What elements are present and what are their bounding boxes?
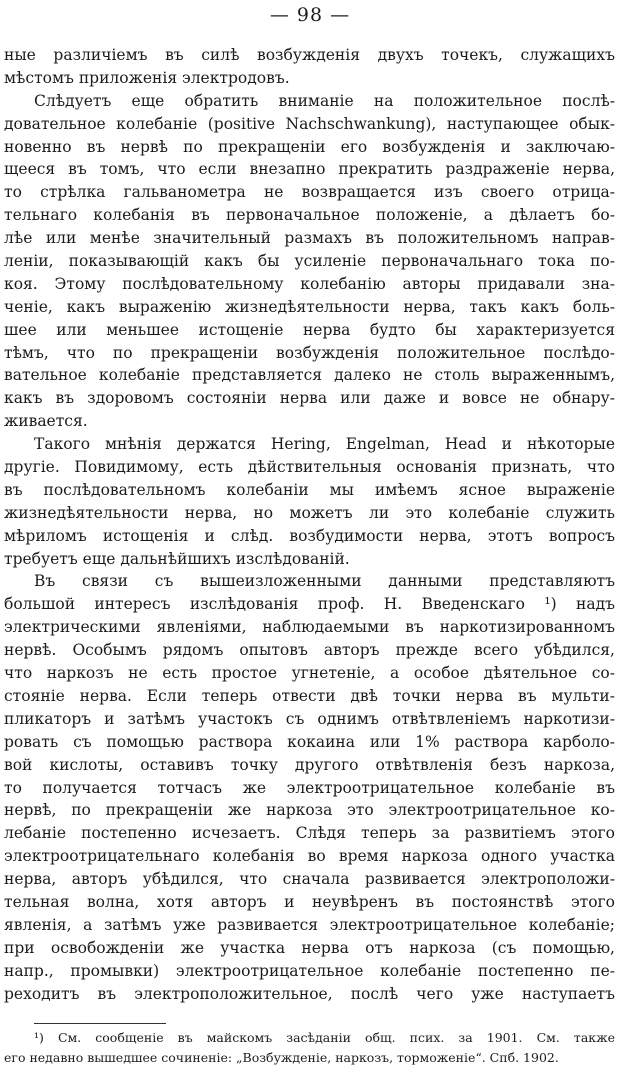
- text-line: вой кислоты, оставивъ точку другого отвѣтвленія безъ наркоза,: [4, 755, 615, 774]
- text-line: нервѣ, по прекращеніи же наркоза это электроотрицательное ко-: [4, 801, 615, 820]
- text-line: лѣе или менѣе значительный размахъ въ положительномъ направ-: [4, 229, 615, 248]
- text-line: Слѣдуетъ еще обратить вниманіе на положительное послѣ-: [34, 91, 615, 110]
- text-line: нерва, авторъ убѣдился, что сначала развивается электроположи-: [4, 870, 615, 889]
- body-text: [4, 44, 615, 1005]
- page-number: — 98 —: [269, 4, 351, 26]
- text-line: жизнедѣятельности нерва, но можетъ ли это колебаніе служить: [4, 503, 615, 522]
- footnote-line: его недавно вышедшее сочиненіе: „Возбужденіе, наркозъ, торможеніе“. Спб. 1902.: [4, 1050, 559, 1065]
- text-line: электроотрицательнаго колебанія во время наркоза одного участка: [4, 847, 615, 866]
- text-line: въ послѣдовательномъ колебаніи мы имѣемъ ясное выраженіе: [4, 480, 615, 499]
- text-line: реходитъ въ электроположительное, послѣ чего уже наступаетъ: [4, 984, 615, 1003]
- paragraph-3: [4, 433, 615, 570]
- text-line: лебаніе постепенно исчезаетъ. Слѣдя теперь за развитіемъ этого: [4, 824, 615, 843]
- footnote-line: ¹) См. сообщеніе въ майскомъ засѣданіи общ. псих. за 1901. См. также: [34, 1030, 615, 1045]
- text-line: Въ связи съ вышеизложенными данными представляютъ: [34, 572, 615, 591]
- text-line: электрическими явленіями, наблюдаемыми въ наркотизированномъ: [4, 618, 615, 637]
- text-line: что наркозъ не есть простое угнетеніе, а особое дѣятельное со-: [4, 664, 615, 683]
- text-line: щееся въ томъ, что если внезапно прекратить раздраженіе нерва,: [4, 160, 615, 179]
- text-line: при освобожденіи же участка нерва отъ наркоза (съ помощью,: [4, 938, 615, 957]
- text-line: напр., промывки) электроотрицательное колебаніе постепенно пе-: [4, 961, 615, 980]
- text-line: то стрѣлка гальванометра не возвращается изъ своего отрица-: [4, 183, 615, 202]
- text-line: Такого мнѣнія держатся Hering, Engelman, Head и нѣкоторые: [34, 435, 615, 454]
- text-line: леніи, показывающій какъ бы усиленіе первоначальнаго тока по-: [4, 252, 615, 271]
- text-line: мѣстомъ приложенія электродовъ.: [4, 68, 290, 87]
- text-line: коя. Этому послѣдовательному колебанію авторы придавали зна-: [4, 274, 615, 293]
- text-line: требуетъ еще дальнѣйшихъ изслѣдованій.: [4, 549, 350, 568]
- text-line: какъ въ здоровомъ состояніи нерва или даже и вовсе не обнару-: [4, 389, 615, 408]
- footnote-divider: [34, 1023, 166, 1024]
- text-line: явленія, а затѣмъ уже развивается электроотрицательное колебаніе;: [4, 915, 615, 934]
- text-line: ровать съ помощью раствора кокаина или 1% раствора карболо-: [4, 732, 615, 751]
- text-line: тѣмъ, что по прекращеніи возбужденія положительное послѣдо-: [4, 343, 615, 362]
- text-line: живается.: [4, 412, 88, 431]
- text-line: тельнаго колебанія въ первоначальное положеніе, а дѣлаетъ бо-: [4, 206, 615, 225]
- paragraph-4: [4, 570, 615, 1005]
- paragraph-2: [4, 90, 615, 433]
- text-line: шее или меньшее истощеніе нерва будто бы характеризуется: [4, 320, 615, 339]
- text-line: большой интересъ изслѣдованія проф. Н. Введенскаго ¹) надъ: [4, 595, 615, 614]
- text-line: нервѣ. Особымъ рядомъ опытовъ авторъ прежде всего убѣдился,: [4, 641, 615, 660]
- text-line: тельная волна, хотя авторъ и неувѣренъ въ постоянствѣ этого: [4, 892, 615, 911]
- text-line: другіе. Повидимому, есть дѣйствительныя основанія признать, что: [4, 458, 615, 477]
- text-line: то получается тотчасъ же электроотрицательное колебаніе въ: [4, 778, 615, 797]
- text-line: стояніе нерва. Если теперь отвести двѣ точки нерва въ мульти-: [4, 686, 615, 705]
- text-line: довательное колебаніе (positive Nachschwankung), наступающее обык-: [4, 114, 615, 133]
- text-line: ченіе, какъ выраженію жизнедѣятельности нерва, такъ какъ боль-: [4, 297, 615, 316]
- text-line: новенно въ нервѣ по прекращеніи его возбужденія и заключаю-: [4, 137, 615, 156]
- text-line: пликаторъ и затѣмъ участокъ съ однимъ отвѣтвленіемъ наркотизи-: [4, 709, 615, 728]
- text-line: ные различіемъ въ силѣ возбужденія двухъ точекъ, служащихъ: [4, 46, 615, 64]
- paragraph-1: [4, 44, 615, 90]
- text-line: мѣриломъ истощенія и слѣд. возбудимости нерва, этотъ вопросъ: [4, 526, 615, 545]
- footnote: [4, 1028, 615, 1068]
- text-line: вательное колебаніе представляется далеко не столь выраженнымъ,: [4, 366, 615, 385]
